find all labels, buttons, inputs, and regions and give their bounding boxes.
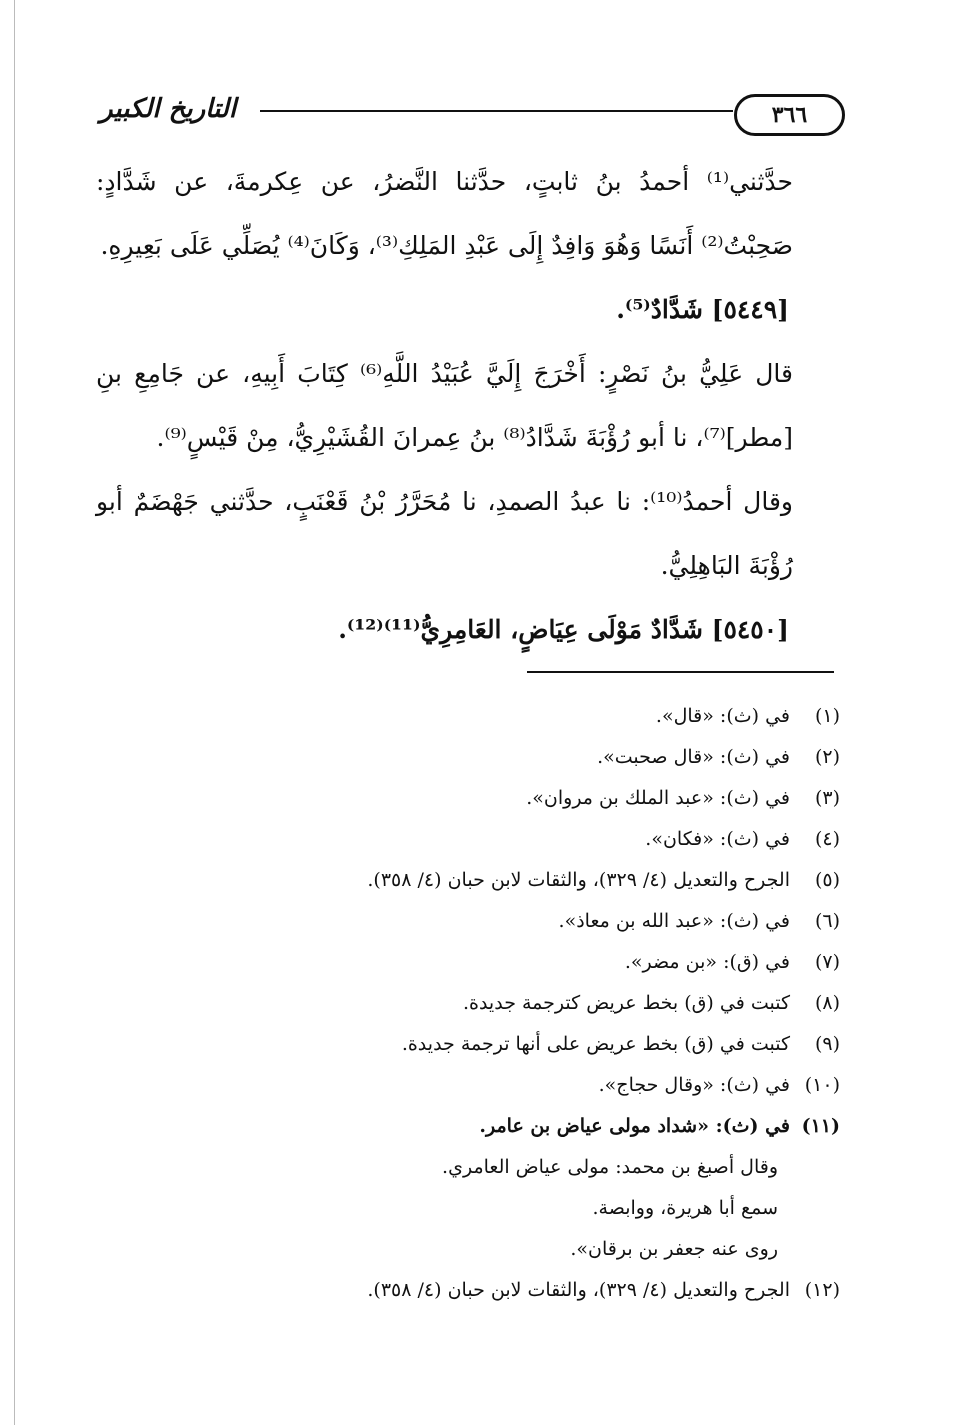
footnote-number: (١): [814, 705, 840, 727]
footnote-text: في (ث): «قال».: [655, 705, 790, 727]
footnote-3: [200, 778, 840, 819]
footnote-number: (١١): [801, 1115, 840, 1137]
footnote-11-line-2: وقال أصبغ بن محمد: مولى عياض العامري.: [442, 1156, 778, 1178]
footnote-10: [200, 1065, 840, 1106]
footnote-number: (٩): [814, 1033, 840, 1055]
footnote-12: [200, 1270, 840, 1311]
footnote-number: (٤): [814, 828, 840, 850]
footnote-text: في (ث): «عبد الملك بن مروان».: [526, 787, 790, 809]
footnote-number: (١٠): [804, 1074, 840, 1096]
page-header: [100, 94, 845, 134]
footnote-number: (٥): [814, 869, 840, 891]
footnote-number: (١٢): [804, 1279, 840, 1301]
footnote-7: [200, 942, 840, 983]
footnote-6: [200, 901, 840, 942]
footnote-number: (٢): [814, 746, 840, 768]
header-rule: [260, 110, 733, 112]
footnote-text: كتبت في (ق) بخط عريض كترجمة جديدة.: [462, 992, 790, 1014]
footnote-4: [200, 819, 840, 860]
footnote-text: في (ث): «قال صحبت».: [597, 746, 790, 768]
footnote-text: في (ث): «شداد مولى عياض بن عامر.: [479, 1115, 790, 1137]
footnote-5: [200, 860, 840, 901]
paragraph-2: قال عَلِيُّ بنُ نَصْرٍ: أَخْرَجَ إِلَيَّ عُبَيْدُ اللَّهِ⁽⁶⁾ كِتَابَ أَبِيهِ، عن جَامِعِ بنِ [مطر]⁽⁷⁾، نا أبو رُؤْبَةَ شَدَّادُ⁽⁸⁾ بنُ عِمرانَ القُشَيْرِيُّ، مِنْ قَيْسٍ⁽⁹⁾.: [96, 359, 793, 452]
footnote-text: في (ث): «وقال حجاج».: [598, 1074, 790, 1096]
footnotes: [200, 696, 840, 1311]
main-text: [96, 150, 841, 662]
footnote-text: الجرح والتعديل (٤/ ٣٢٩)، والثقات لابن حبان (٤/ ٣٥٨).: [367, 1279, 790, 1301]
footnote-8: [200, 983, 840, 1024]
footnote-11-line-3: سمع أبا هريرة، ووابصة.: [592, 1197, 778, 1219]
footnote-9: [200, 1024, 840, 1065]
footnote-text: في (ث): «فكان».: [645, 828, 790, 850]
entry-5450-heading: [٥٤٥٠] شَدَّادٌ مَوْلَى عِيَاضٍ، العَامِرِيُّ⁽¹¹⁾⁽¹²⁾.: [338, 615, 789, 644]
paragraph-1: حدَّثني⁽¹⁾ أحمدُ بنُ ثابتٍ، حدَّثنا النَّضرُ، عن عِكرمةَ، عن شَدَّادٍ: صَحِبْتُ⁽²⁾ أَنَسًا وَهُوَ وَافِدٌ إِلَى عَبْدِ المَلِكِ⁽³⁾، وَكَانَ⁽⁴⁾ يُصَلِّي عَلَى بَعِيرِهِ.: [96, 167, 793, 260]
footnote-text: الجرح والتعديل (٤/ ٣٢٩)، والثقات لابن حبان (٤/ ٣٥٨).: [367, 869, 790, 891]
footnote-number: (٨): [814, 992, 840, 1014]
page-number: ٣٦٦: [734, 94, 845, 136]
paragraph-3: وقال أحمدُ⁽¹⁰⁾: نا عبدُ الصمدِ، نا مُحَرَّرُ بْنُ قَعْنَبٍ، حدَّثني جَهْضَمٌ أبو رُؤْبَةَ البَاهِلِيُّ.: [96, 487, 793, 580]
footnote-2: [200, 737, 840, 778]
footnote-separator: [527, 671, 834, 673]
footnote-text: كتبت في (ق) بخط عريض على أنها ترجمة جديدة.: [401, 1033, 790, 1055]
footnote-11-line-4: روى عنه جعفر بن برقان».: [570, 1238, 778, 1260]
scan-edge-line: [14, 0, 15, 1425]
footnote-number: (٣): [814, 787, 840, 809]
footnote-1: [200, 696, 840, 737]
footnote-number: (٦): [814, 910, 840, 932]
footnote-text: في (ق): «بن مضر».: [624, 951, 790, 973]
book-title: التاريخ الكبير: [100, 94, 237, 124]
footnote-text: في (ث): «عبد الله بن معاذ».: [558, 910, 790, 932]
entry-5449-heading: [٥٤٤٩] شَدَّادٌ⁽⁵⁾.: [616, 295, 789, 324]
footnote-11: [200, 1106, 840, 1147]
footnote-number: (٧): [814, 951, 840, 973]
